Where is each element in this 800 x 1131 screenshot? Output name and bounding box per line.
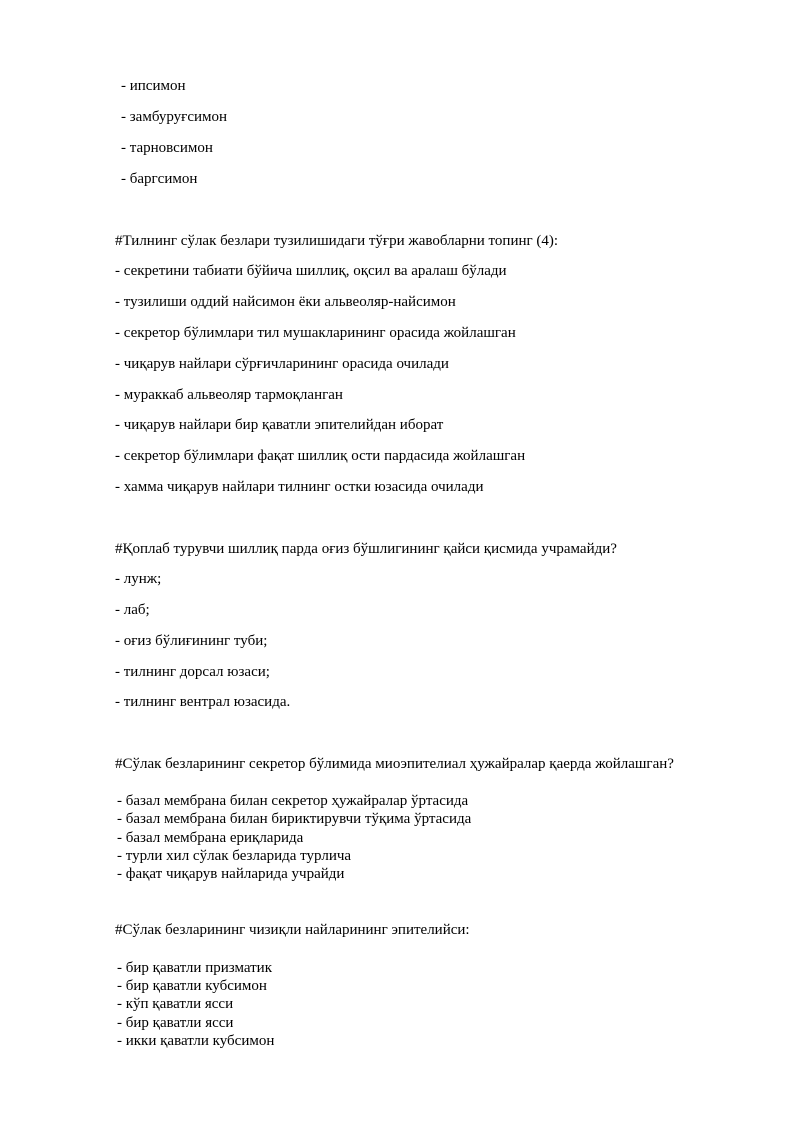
- answer-option: - бир қаватли ясси: [117, 1015, 234, 1031]
- question-heading: #Тилнинг сўлак безлари тузилишидаги тўғри жавобларни топинг (4):: [115, 233, 559, 249]
- answer-option: - лаб;: [115, 602, 150, 618]
- answer-option: - мураккаб альвеоляр тармоқланган: [115, 387, 343, 403]
- answer-option: - чиқарув найлари бир қаватли эпителийдан иборат: [115, 417, 444, 433]
- answer-option: - турли хил сўлак безларида турлича: [117, 848, 352, 864]
- question-heading: #Сўлак безларининг секретор бўлимида миоэпителиал ҳужайралар қаерда жойлашган?: [115, 756, 674, 772]
- answer-option: - секретор бўлимлари фақат шиллиқ ости пардасида жойлашган: [115, 448, 526, 464]
- answer-option: - фақат чиқарув найларида учрайди: [117, 866, 345, 882]
- question-heading: #Сўлак безларининг чизиқли найларининг эпителийси:: [115, 922, 470, 938]
- answer-option: - лунж;: [115, 571, 162, 587]
- answer-option: - бир қаватли призматик: [117, 960, 272, 976]
- answer-option: - тилнинг вентрал юзасида.: [115, 694, 291, 710]
- answer-option: - секретини табиати бўйича шиллиқ, оқсил ва аралаш бўлади: [115, 263, 507, 279]
- answer-option: - хамма чиқарув найлари тилнинг остки юзасида очилади: [115, 479, 484, 495]
- list-item: - ипсимон: [121, 78, 186, 94]
- answer-option: - тузилиши оддий найсимон ёки альвеоляр-найсимон: [115, 294, 456, 310]
- answer-option: - секретор бўлимлари тил мушакларининг орасида жойлашган: [115, 325, 516, 341]
- answer-option: - кўп қаватли ясси: [117, 996, 234, 1012]
- answer-option: - бир қаватли кубсимон: [117, 978, 267, 994]
- answer-option: - базал мембрана билан секретор ҳужайралар ўртасида: [117, 793, 469, 809]
- list-item: - баргсимон: [121, 171, 198, 187]
- answer-option: - чиқарув найлари сўрғичларининг орасида очилади: [115, 356, 449, 372]
- list-item: - замбуруғсимон: [121, 109, 228, 125]
- answer-option: - икки қаватли кубсимон: [117, 1033, 275, 1049]
- answer-option: - тилнинг дорсал юзаси;: [115, 664, 270, 680]
- question-heading: #Қоплаб турувчи шиллиқ парда оғиз бўшлигининг қайси қисмида учрамайди?: [115, 541, 617, 557]
- list-item: - тарновсимон: [121, 140, 213, 156]
- answer-option: - базал мембрана ериқларида: [117, 830, 304, 846]
- answer-option: - базал мембрана билан бириктирувчи тўқима ўртасида: [117, 811, 472, 827]
- answer-option: - оғиз бўлиғининг туби;: [115, 633, 268, 649]
